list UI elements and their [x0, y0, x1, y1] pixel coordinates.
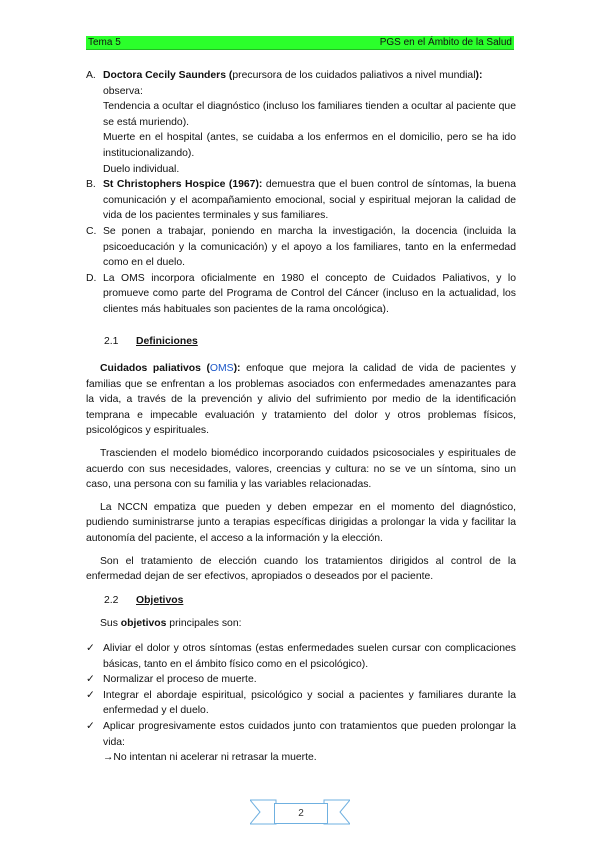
page-content: [86, 68, 516, 766]
list-item-bold: St Christophers Hospice (1967):: [103, 179, 263, 191]
objective-item: [86, 688, 516, 719]
definition-text: enfoque que mejora la calidad de vida de pacientes y familias que se enfrentan a los problemas asociados con enfermedades amenazantes para la vida, a través de la prevención y alivio del sufrimiento por medio de la identificación temprana e impecable evaluación y tratamiento del dolor y otros problemas físicos, psicológicos y espirituales.: [86, 363, 516, 437]
checkmark-icon: ✓: [86, 689, 95, 701]
intro-bold: objetivos: [120, 618, 167, 630]
list-marker: C.: [86, 225, 97, 237]
header-left: Tema 5: [88, 37, 121, 48]
list-item-line: observa:: [103, 85, 143, 97]
objective-text: Integrar el abordaje espiritual, psicológico y social a pacientes y familiares durante la enfermedad y el duelo.: [103, 689, 516, 717]
checkmark-icon: ✓: [86, 720, 95, 732]
page-number: 2: [274, 803, 328, 824]
section-heading-definiciones: [86, 334, 516, 350]
list-item-d: [86, 271, 516, 318]
list-item-text: demuestra que el buen control de síntomas, la buena comunicación y el acompañamiento emocional, social y espiritual mejoran la calidad de vida de los pacientes terminales y sus familiares.: [103, 179, 516, 222]
list-marker: B.: [86, 179, 96, 191]
body-paragraph: Son el tratamiento de elección cuando los tratamientos dirigidos al control de la enfermedad dejan de ser efectivos, apropiados o deseados por el paciente.: [86, 555, 516, 583]
arrow-text: No intentan ni acelerar ni retrasar la muerte.: [113, 752, 317, 764]
list-item-b: [86, 177, 516, 224]
oms-abbrev: OMS: [209, 363, 234, 375]
list-item-c: [86, 224, 516, 271]
page-header: [86, 36, 514, 50]
section-heading-objetivos: [86, 593, 516, 609]
list-item-line: Duelo individual.: [103, 163, 180, 175]
intro-pre: Sus: [100, 618, 121, 630]
objective-item: [86, 672, 516, 688]
objective-item: [86, 641, 516, 672]
list-item-line: Tendencia a ocultar el diagnóstico (incluso los familiares tienden a ocultar al paciente que se está muriendo).: [103, 101, 516, 128]
objective-text: Aplicar progresivamente estos cuidados junto con tratamientos que pueden prolongar la vida:: [103, 720, 516, 748]
list-item-text: precursora de los cuidados paliativos a nivel mundial: [232, 70, 476, 81]
list-item-bold: Doctora Cecily Saunders (: [103, 70, 233, 81]
section-number: 2.1: [104, 335, 119, 347]
arrow-icon: →: [103, 752, 114, 764]
objectives-intro: [86, 616, 516, 632]
list-marker: A.: [86, 70, 96, 81]
section-title: Objetivos: [136, 594, 184, 606]
checkmark-icon: ✓: [86, 643, 95, 654]
list-marker: D.: [86, 272, 97, 284]
list-item-a: [86, 68, 516, 177]
definition-term: Cuidados paliativos (: [100, 363, 210, 375]
list-item-text: La OMS incorpora oficialmente en 1980 el concepto de Cuidados Paliativos, y lo promueve como parte del Programa de Control del Cáncer (incluso en la actualidad, los clientes más habituales son pacientes de la rama oncológica).: [103, 272, 516, 315]
list-item-bold-end: ):: [475, 70, 483, 81]
definition-paragraph: [86, 361, 516, 439]
header-right: PGS en el Ámbito de la Salud: [379, 37, 512, 48]
intro-post: principales son:: [166, 618, 242, 630]
objective-text: Aliviar el dolor y otros síntomas (estas enfermedades suelen cursar con complicaciones básicas, tanto en el ámbito físico como en el psicológico).: [103, 643, 516, 670]
objective-item: [86, 719, 516, 750]
section-title: Definiciones: [136, 335, 198, 347]
definition-term-end: ):: [233, 363, 241, 375]
list-item-text: Se ponen a trabajar, poniendo en marcha la investigación, la docencia (incluida la psicoeducación y la comunicación) y el apoyo a los familiares, tanto en la enfermedad como en el duelo.: [103, 225, 516, 269]
objective-text: Normalizar el proceso de muerte.: [103, 674, 257, 686]
list-item-line: Muerte en el hospital (antes, se cuidaba a los enfermos en el domicilio, pero se ha ido institucionalizando).: [103, 132, 516, 159]
body-paragraph: La NCCN empatiza que pueden y deben empezar en el momento del diagnóstico, pudiendo suministrarse junto a terapias específicas dirigidas a prolongar la vida y facilitar la autonomía del paciente, el acceso a la información y la elección.: [86, 501, 516, 545]
arrow-note: [86, 750, 516, 766]
body-paragraph: Trascienden el modelo biomédico incorporando cuidados psicosociales y espirituales de acuerdo con sus necesidades, valores, creencias y cultura: no se ve un síntoma, sino un caso, una persona con su familia y las variables relacionadas.: [86, 448, 516, 491]
checkmark-icon: ✓: [86, 674, 95, 686]
section-number: 2.2: [104, 594, 119, 606]
